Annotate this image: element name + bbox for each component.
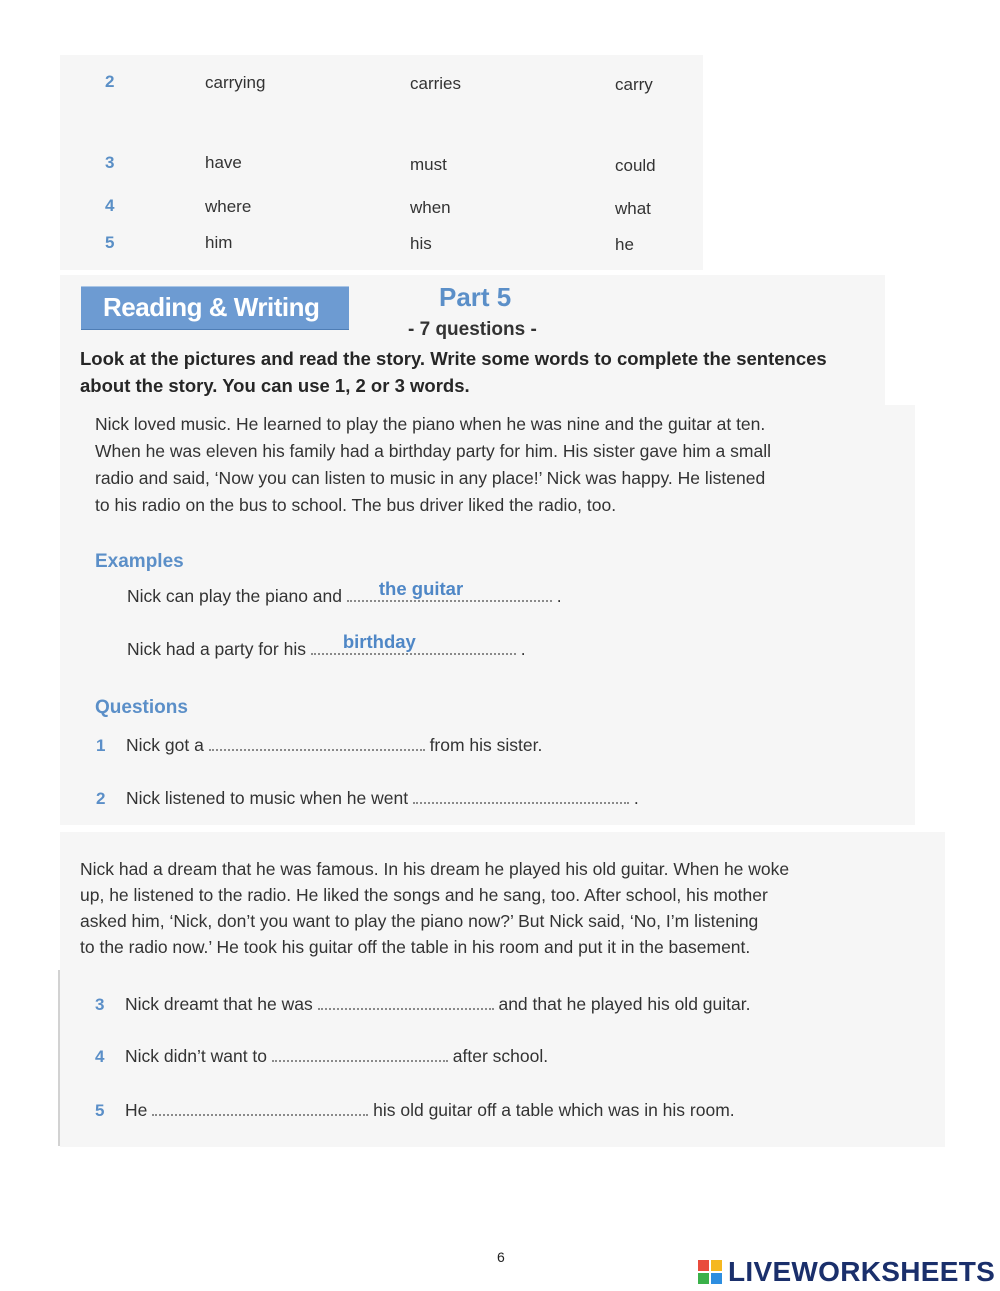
section-banner-title: Reading & Writing bbox=[103, 292, 320, 322]
question-number: 5 bbox=[95, 1101, 105, 1120]
story-line: asked him, ‘Nick, don’t you want to play the piano now?’ But Nick said, ‘No, I’m listening bbox=[80, 911, 759, 931]
choice-option-a: where bbox=[205, 197, 252, 216]
answer-blank-2[interactable] bbox=[413, 788, 629, 804]
choice-option-a: have bbox=[205, 153, 242, 172]
question-text-end: his old guitar off a table which was in his room. bbox=[373, 1100, 735, 1120]
question-text: Nick didn’t want to bbox=[125, 1046, 268, 1066]
answer-blank-5[interactable] bbox=[152, 1100, 368, 1116]
story-line: radio and said, ‘Now you can listen to music in any place!’ Nick was happy. He listened bbox=[95, 468, 766, 488]
question-text-end: after school. bbox=[452, 1046, 549, 1066]
examples-heading: Examples bbox=[95, 551, 184, 572]
question-number: 1 bbox=[96, 736, 106, 755]
example-answer: birthday bbox=[342, 631, 416, 652]
question-text-end: . bbox=[633, 788, 639, 808]
example-end: . bbox=[556, 586, 562, 606]
question-text-end: from his sister. bbox=[429, 735, 543, 755]
choice-number: 3 bbox=[105, 153, 115, 172]
story-line: When he was eleven his family had a birthday party for him. His sister gave him a small bbox=[95, 441, 771, 461]
choice-option-c: carry bbox=[615, 75, 653, 94]
page-number: 6 bbox=[497, 1249, 505, 1265]
question-3 bbox=[95, 994, 750, 1015]
question-text-end: and that he played his old guitar. bbox=[498, 994, 751, 1014]
choice-option-c: he bbox=[615, 235, 634, 254]
example-text: Nick can play the piano and bbox=[127, 586, 342, 606]
choice-option-c: what bbox=[615, 199, 651, 218]
choices-panel bbox=[60, 55, 703, 270]
choice-number: 5 bbox=[105, 233, 115, 252]
part-subtitle: - 7 questions - bbox=[408, 319, 537, 340]
choice-option-a: carrying bbox=[205, 73, 266, 92]
choice-number: 2 bbox=[105, 72, 115, 91]
choice-option-b: carries bbox=[410, 74, 462, 93]
section-banner bbox=[81, 286, 349, 330]
example-answer-blank bbox=[311, 631, 516, 660]
question-text: Nick listened to music when he went bbox=[126, 788, 409, 808]
story-line: to the radio now.’ He took his guitar off the table in his room and put it in the basement. bbox=[80, 937, 751, 957]
choice-option-b: his bbox=[410, 234, 432, 253]
example-1 bbox=[127, 578, 562, 607]
instructions: Look at the pictures and read the story. Write some words to complete the sentences about the story. You can use 1, 2 or 3 words. bbox=[80, 348, 827, 396]
question-1 bbox=[96, 735, 542, 756]
question-2 bbox=[96, 788, 639, 809]
choice-option-b: must bbox=[410, 155, 447, 174]
example-answer-blank bbox=[347, 578, 552, 607]
example-text: Nick had a party for his bbox=[127, 639, 306, 659]
example-2 bbox=[127, 631, 526, 660]
questions-heading: Questions bbox=[95, 697, 188, 718]
story-line: Nick loved music. He learned to play the piano when he was nine and the guitar at ten. bbox=[95, 414, 766, 434]
logo-grid-icon bbox=[698, 1260, 722, 1284]
story-line: Nick had a dream that he was famous. In his dream he played his old guitar. When he woke bbox=[80, 859, 790, 879]
story-line: up, he listened to the radio. He liked the songs and he sang, too. After school, his mother bbox=[80, 885, 768, 905]
answer-blank-4[interactable] bbox=[272, 1046, 448, 1062]
example-end: . bbox=[520, 639, 526, 659]
question-text: Nick got a bbox=[126, 735, 204, 755]
question-text: He bbox=[125, 1100, 148, 1120]
question-text: Nick dreamt that he was bbox=[125, 994, 313, 1014]
choice-option-a: him bbox=[205, 233, 233, 252]
left-edge-line bbox=[58, 970, 60, 1146]
choice-number: 4 bbox=[105, 196, 115, 215]
question-number: 3 bbox=[95, 995, 105, 1014]
answer-blank-3[interactable] bbox=[318, 994, 494, 1010]
choice-option-b: when bbox=[410, 198, 451, 217]
choice-option-c: could bbox=[615, 156, 656, 175]
logo-text: LIVEWORKSHEETS bbox=[728, 1256, 996, 1287]
question-number: 2 bbox=[96, 789, 106, 808]
part-title: Part 5 bbox=[439, 282, 512, 312]
story-line: to his radio on the bus to school. The bus driver liked the radio, too. bbox=[95, 495, 617, 515]
question-4 bbox=[95, 1046, 548, 1067]
example-answer: the guitar bbox=[378, 578, 464, 599]
answer-blank-1[interactable] bbox=[209, 735, 425, 751]
question-number: 4 bbox=[95, 1047, 105, 1066]
question-5 bbox=[95, 1100, 735, 1121]
